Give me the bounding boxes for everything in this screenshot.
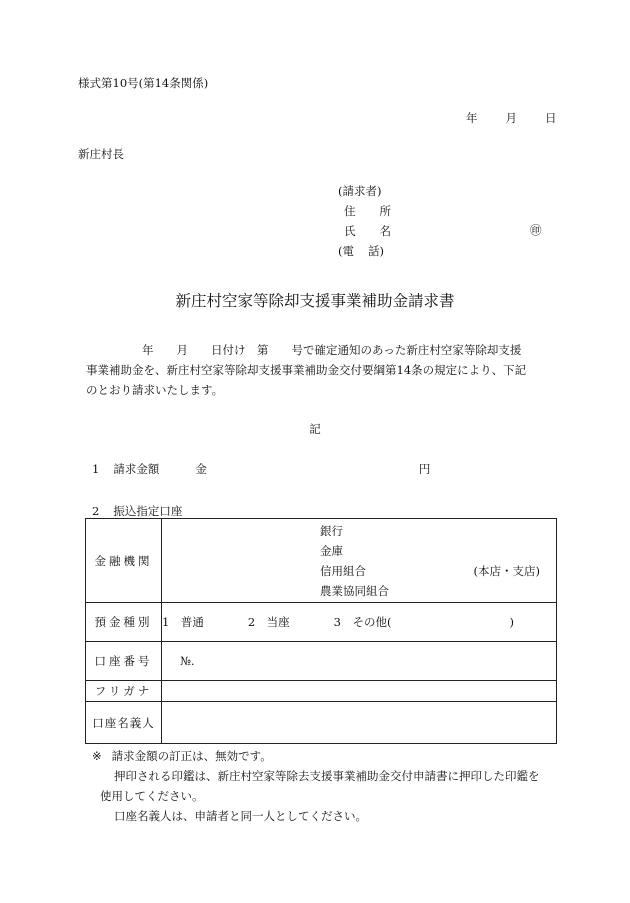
seal-mark: ㊞ — [530, 223, 542, 237]
table-row-furigana — [86, 681, 557, 702]
request-body — [86, 340, 556, 400]
bank-label: 金融機関 — [86, 519, 162, 603]
amount-label: 請求金額 — [113, 462, 160, 476]
body-line-1: 年 月 日付け 第 号で確定通知のあった新庄村空家等除却支援 — [142, 343, 522, 357]
note-3: 口座名義人は、申請者と同一人としてください。 — [114, 809, 367, 823]
account-heading — [92, 503, 182, 519]
body-line-3: のとおり請求いたします。 — [86, 383, 224, 397]
deposit-type-label: 預金種別 — [86, 603, 162, 642]
date-line — [466, 110, 557, 126]
phone-label-1: (電 — [338, 244, 354, 258]
deposit-option-current: 2 当座 — [247, 615, 290, 629]
account-title: 振込指定口座 — [113, 504, 183, 518]
name-label-2: 名 — [379, 224, 391, 238]
form-number: 様式第10号(第14条関係) — [78, 76, 209, 90]
date-year: 年 — [466, 111, 478, 125]
table-row-account-number — [86, 642, 557, 681]
table-row-holder — [86, 702, 557, 744]
body-line-2: 事業補助金を、新庄村空家等除却支援事業補助金交付要綱第14条の規定により、下記 — [86, 363, 527, 377]
addressee: 新庄村長 — [78, 147, 124, 161]
amount-unit: 円 — [418, 462, 431, 476]
furigana-value[interactable] — [162, 681, 557, 702]
bank-type-list — [320, 521, 389, 601]
account-table — [85, 518, 557, 744]
date-day: 日 — [545, 111, 557, 125]
deposit-option-other: 3 その他( — [333, 615, 392, 629]
date-month: 月 — [505, 111, 517, 125]
address-label-1: 住 — [344, 204, 356, 218]
document-title: 新庄村空家等除却支援事業補助金請求書 — [175, 292, 455, 310]
ki-heading: 記 — [309, 422, 321, 436]
branch-option: (本店・支店) — [473, 564, 540, 578]
deposit-option-regular: 1 普通 — [162, 615, 204, 629]
account-number: 2 — [92, 504, 100, 518]
amount-number: 1 — [92, 462, 100, 476]
note-1 — [92, 746, 562, 766]
deposit-type-value[interactable] — [162, 603, 557, 642]
note-1-text: 請求金額の訂正は、無効です。 — [111, 749, 272, 763]
note-2b: 使用してください。 — [100, 789, 204, 803]
amount-prefix: 金 — [195, 462, 207, 476]
account-number-prefix: №. — [180, 654, 195, 668]
notes-block — [92, 746, 562, 826]
account-number-value[interactable] — [162, 642, 557, 681]
address-label-2: 所 — [379, 204, 391, 218]
table-row-deposit — [86, 603, 557, 642]
account-holder-value[interactable] — [162, 702, 557, 744]
requester-label: (請求者) — [338, 184, 382, 198]
phone-label-2: 話) — [368, 244, 384, 258]
furigana-label: フリガナ — [86, 681, 162, 702]
account-number-label: 口座番号 — [86, 642, 162, 681]
note-2a: 押印される印鑑は、新庄村空家等除去支援事業補助金交付申請書に押印した印鑑を — [114, 769, 540, 783]
note-mark: ※ — [92, 749, 102, 763]
requester-block — [338, 181, 391, 261]
name-field — [338, 221, 391, 241]
account-holder-label: 口座名義人 — [86, 702, 162, 744]
name-label-1: 氏 — [344, 224, 356, 238]
bank-type-agri-coop: 農業協同組合 — [320, 584, 389, 598]
phone-field — [338, 241, 391, 261]
amount-line — [92, 461, 430, 477]
bank-type-shinkin: 金庫 — [320, 544, 343, 558]
address-field — [338, 201, 391, 221]
bank-value[interactable] — [162, 519, 557, 603]
bank-type-bank: 銀行 — [320, 524, 343, 538]
table-row-bank — [86, 519, 557, 603]
deposit-option-other-close: ) — [509, 615, 514, 629]
bank-type-credit-union: 信用組合 — [320, 564, 366, 578]
